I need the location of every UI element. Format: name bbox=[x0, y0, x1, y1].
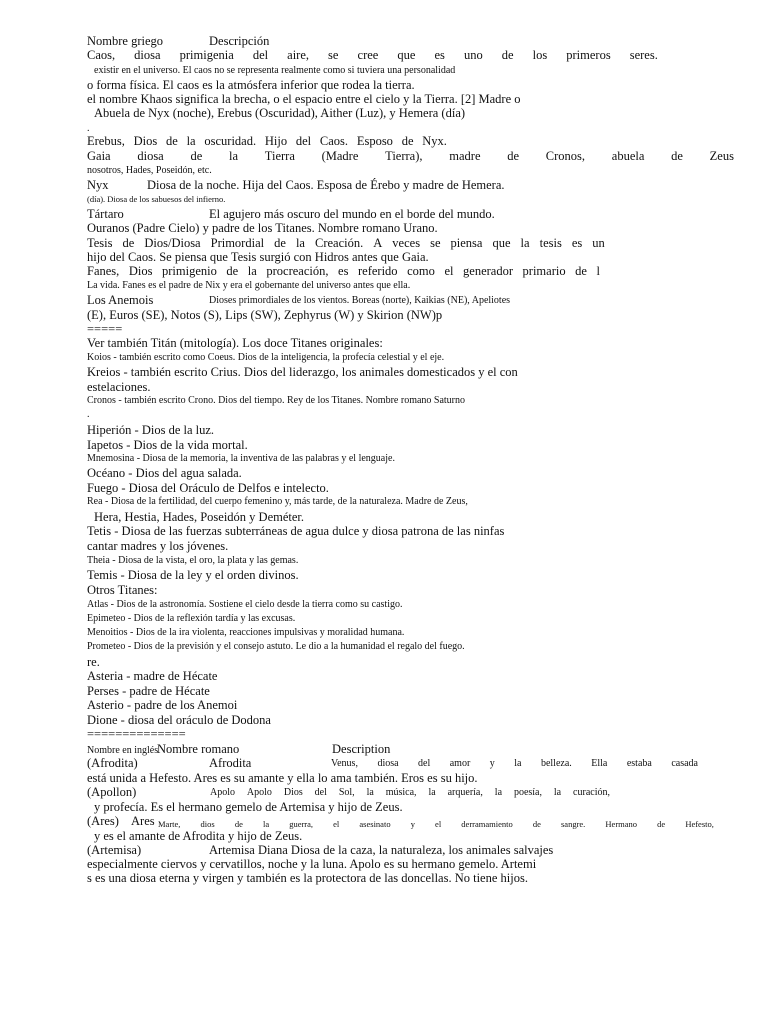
header-description: Description bbox=[332, 742, 391, 756]
header-nombre-griego: Nombre griego bbox=[87, 34, 164, 48]
dione-line: Dione - diosa del oráculo de Dodona bbox=[87, 713, 271, 727]
word: de bbox=[274, 236, 286, 250]
anemois-line-2: (E), Euros (SE), Notos (S), Lips (SW), Zephyrus (W) y Skirion (NW)p bbox=[87, 308, 443, 322]
word: es bbox=[338, 264, 349, 278]
tesis-line-2: hijo del Caos. Se piensa que Tesis surgió con Hidros antes que Gaia. bbox=[87, 250, 429, 264]
ares-roman: Ares bbox=[131, 814, 155, 828]
word: Marte, bbox=[158, 819, 181, 829]
word: la bbox=[514, 758, 522, 769]
word: el bbox=[444, 264, 454, 278]
word: primigenia bbox=[179, 48, 234, 62]
tetis-line-2: cantar madres y los jóvenes. bbox=[87, 539, 229, 553]
word: poesía, bbox=[513, 787, 542, 798]
word: y bbox=[489, 758, 495, 769]
fuego-line: Fuego - Diosa del Oráculo de Delfos e intelecto. bbox=[87, 481, 329, 495]
word: Hijo bbox=[264, 134, 288, 148]
word: primeros bbox=[566, 48, 611, 62]
iapetos-line: Iapetos - Dios de la vida mortal. bbox=[87, 438, 248, 452]
word: arquería, bbox=[447, 787, 483, 798]
word: cree bbox=[357, 48, 379, 62]
word: del bbox=[314, 787, 327, 798]
afrodita-line-2: está unida a Hefesto. Ares es su amante y ella lo ama también. Eros es su hijo. bbox=[87, 771, 478, 785]
fanes-line-2: La vida. Fanes es el padre de Nix y era el gobernante del universo antes que ella. bbox=[87, 280, 411, 291]
word: que bbox=[492, 236, 511, 250]
otros-titanes-heading: Otros Titanes: bbox=[87, 583, 158, 597]
mnemosina-line: Mnemosina - Diosa de la memoria, la inventiva de las palabras y el lenguaje. bbox=[87, 453, 395, 464]
word: estaba bbox=[626, 758, 652, 769]
word: veces bbox=[392, 236, 421, 250]
nyx-desc: Diosa de la noche. Hija del Caos. Esposa de Érebo y madre de Hemera. bbox=[147, 178, 505, 192]
word: amor bbox=[449, 758, 471, 769]
word: los bbox=[532, 48, 548, 62]
word: belleza. bbox=[540, 758, 572, 769]
caos-line-3: o forma física. El caos es la atmósfera inferior que rodea la tierra. bbox=[87, 78, 415, 92]
menoitios-line: Menoitios - Dios de la ira violenta, reacciones impulsivas y moralidad humana. bbox=[87, 627, 405, 638]
header-nombre-romano: Nombre romano bbox=[157, 742, 240, 756]
ouranos-line: Ouranos (Padre Cielo) y padre de los Titanes. Nombre romano Urano. bbox=[87, 221, 438, 235]
word: generador bbox=[463, 264, 513, 278]
word: asesinato bbox=[359, 819, 391, 829]
word: música, bbox=[385, 787, 417, 798]
word: es bbox=[434, 48, 445, 62]
word: el bbox=[333, 819, 340, 829]
word: se bbox=[430, 236, 441, 250]
word: Nyx. bbox=[422, 134, 447, 148]
word: diosa bbox=[134, 48, 161, 62]
artemisa-line-2: especialmente ciervos y cervatillos, noche y la luna. Apolo es su hermano gemelo. Artemi bbox=[87, 857, 537, 871]
rea-line-1: Rea - Diosa de la fertilidad, del cuerpo femenino y, más tarde, de la naturaleza. Madre de Zeus, bbox=[87, 496, 468, 507]
word: de bbox=[507, 149, 520, 163]
anemois-row bbox=[87, 293, 511, 307]
rea-line-2: Hera, Hestia, Hades, Poseidón y Deméter. bbox=[94, 510, 305, 524]
word: Venus, bbox=[331, 758, 358, 769]
anemois-name: Los Anemois bbox=[87, 293, 154, 307]
nyx-row bbox=[87, 178, 505, 192]
word: la bbox=[247, 264, 257, 278]
word: piensa bbox=[450, 236, 483, 250]
artemisa-english: (Artemisa) bbox=[87, 843, 142, 857]
kreios-line-2: estelaciones. bbox=[87, 380, 151, 394]
ares-line-2: y es el amante de Afrodita y hijo de Zeus. bbox=[94, 829, 303, 843]
word: Dios bbox=[128, 264, 153, 278]
apollon-desc bbox=[210, 786, 610, 800]
word: de bbox=[190, 149, 203, 163]
gaia-line-2: nosotros, Hades, Poseidón, etc. bbox=[87, 165, 212, 176]
word: referido bbox=[358, 264, 398, 278]
asterio-line: Asterio - padre de los Anemoi bbox=[87, 698, 238, 712]
word: de bbox=[401, 134, 414, 148]
word: que bbox=[397, 48, 416, 62]
word: Dios bbox=[133, 134, 158, 148]
word: la bbox=[229, 149, 239, 163]
word: seres. bbox=[629, 48, 658, 62]
header-descripcion: Descripción bbox=[209, 34, 270, 48]
word: de bbox=[671, 149, 683, 163]
artemisa-desc: Artemisa Diana Diosa de la caza, la naturaleza, los animales salvajes bbox=[209, 843, 554, 857]
tartaro-desc: El agujero más oscuro del mundo en el borde del mundo. bbox=[209, 207, 495, 221]
artemisa-line-3: s es una diosa eterna y virgen y también es la protectora de las doncellas. No tiene hijos. bbox=[87, 871, 528, 885]
word: y bbox=[410, 819, 415, 829]
dot-1: . bbox=[87, 123, 90, 134]
kreios-line-1: Kreios - también escrito Crius. Dios del liderazgo, los animales domesticados y el con bbox=[87, 365, 518, 379]
titan-intro: Ver también Titán (mitología). Los doce Titanes originales: bbox=[87, 336, 383, 350]
theia-line: Theia - Diosa de la vista, el oro, la plata y las gemas. bbox=[87, 555, 299, 566]
word: Hermano bbox=[605, 819, 638, 829]
tesis-line-1 bbox=[87, 236, 605, 250]
word: del bbox=[295, 134, 312, 148]
word: Apolo bbox=[210, 787, 235, 798]
word: un bbox=[592, 236, 605, 250]
asteria-line: Asteria - madre de Hécate bbox=[87, 669, 218, 683]
perses-line: Perses - padre de Hécate bbox=[87, 684, 210, 698]
anemois-desc: Dioses primordiales de los vientos. Boreas (norte), Kaikias (NE), Apeliotes bbox=[209, 295, 511, 306]
word: la bbox=[262, 819, 270, 829]
word: uno bbox=[463, 48, 483, 62]
word: de bbox=[234, 819, 243, 829]
artemisa-row bbox=[87, 843, 554, 857]
nyx-line-2: (día). Diosa de los sabuesos del infierno. bbox=[87, 194, 226, 204]
word: Dios bbox=[283, 787, 303, 798]
word: de bbox=[226, 264, 239, 278]
separator-2: ============== bbox=[87, 727, 186, 741]
word: oscuridad. bbox=[204, 134, 257, 148]
word: de bbox=[657, 819, 666, 829]
word: de bbox=[122, 236, 135, 250]
word: la bbox=[553, 787, 562, 798]
word: la bbox=[295, 236, 305, 250]
word: Ella bbox=[591, 758, 608, 769]
fanes-line-1 bbox=[87, 264, 600, 278]
word: abuela bbox=[611, 149, 645, 163]
word: Creación. bbox=[314, 236, 364, 250]
word: la bbox=[428, 787, 436, 798]
word: procreación, bbox=[266, 264, 329, 278]
word: diosa bbox=[377, 758, 399, 769]
word: l bbox=[596, 264, 600, 278]
afrodita-english: (Afrodita) bbox=[87, 756, 138, 770]
word: de bbox=[575, 264, 587, 278]
word: Zeus bbox=[709, 149, 734, 163]
caos-line-4: el nombre Khaos significa la brecha, o el espacio entre el cielo y la Tierra. [2] Madre o bbox=[87, 92, 521, 106]
word: el bbox=[435, 819, 442, 829]
word: derramamiento bbox=[461, 819, 513, 829]
word: Cronos, bbox=[545, 149, 586, 163]
header-row-1 bbox=[87, 34, 270, 48]
atlas-line: Atlas - Dios de la astronomía. Sostiene el cielo desde la tierra como su castigo. bbox=[87, 599, 403, 610]
header-nombre-ingles: Nombre en inglés bbox=[87, 745, 159, 756]
apollon-english: (Apollon) bbox=[87, 785, 137, 799]
afrodita-desc bbox=[331, 757, 698, 771]
koios-line: Koios - también escrito como Coeus. Dios de la inteligencia, la profecía celestial y el eje. bbox=[87, 352, 445, 363]
word: primigenio bbox=[162, 264, 217, 278]
word: madre bbox=[449, 149, 481, 163]
afrodita-roman: Afrodita bbox=[209, 756, 252, 770]
word: Sol, bbox=[338, 787, 355, 798]
word: dios bbox=[200, 819, 215, 829]
word: la bbox=[520, 236, 530, 250]
word: Caos. bbox=[319, 134, 349, 148]
apollon-line-2: y profecía. Es el hermano gemelo de Artemisa y hijo de Zeus. bbox=[94, 800, 403, 814]
word: de bbox=[532, 819, 541, 829]
word: Erebus, bbox=[87, 134, 125, 148]
word: Esposo bbox=[356, 134, 393, 148]
word: Tesis bbox=[87, 236, 113, 250]
word: es bbox=[571, 236, 583, 250]
separator-1: ===== bbox=[87, 322, 123, 336]
word: Hefesto, bbox=[685, 819, 714, 829]
word: la bbox=[366, 787, 374, 798]
tartaro-row bbox=[87, 207, 495, 221]
word: del bbox=[418, 758, 431, 769]
word: guerra, bbox=[289, 819, 314, 829]
caos-line-5: Abuela de Nyx (noche), Erebus (Oscuridad), Aither (Luz), y Hemera (día) bbox=[94, 106, 466, 120]
hiperion-line: Hiperión - Dios de la luz. bbox=[87, 423, 215, 437]
tartaro-name: Tártaro bbox=[87, 207, 124, 221]
word: Gaia bbox=[87, 149, 111, 163]
caos-line-2: existir en el universo. El caos no se representa realmente como si tuviera una personalidad bbox=[94, 65, 456, 76]
oceano-line: Océano - Dios del agua salada. bbox=[87, 466, 242, 480]
word: primario bbox=[522, 264, 566, 278]
word: de bbox=[166, 134, 178, 148]
word: diosa bbox=[137, 149, 164, 163]
word: la bbox=[186, 134, 196, 148]
word: Primordial bbox=[210, 236, 265, 250]
word: como bbox=[407, 264, 435, 278]
word: A bbox=[373, 236, 383, 250]
word: sangre. bbox=[561, 819, 586, 829]
ares-english: (Ares) bbox=[87, 814, 119, 828]
word: la bbox=[494, 787, 503, 798]
afrodita-row bbox=[87, 756, 252, 770]
word: casada bbox=[671, 758, 698, 769]
gaia-line-1 bbox=[87, 149, 734, 163]
word: Tierra bbox=[264, 149, 295, 163]
dot-2: . bbox=[87, 409, 90, 420]
prometeo-line: Prometeo - Dios de la previsión y el consejo astuto. Le dio a la humanidad el regalo del fuego. bbox=[87, 641, 465, 652]
ares-row bbox=[87, 814, 155, 828]
word: de bbox=[501, 48, 514, 62]
word: (Madre bbox=[321, 149, 359, 163]
nyx-name: Nyx bbox=[87, 178, 109, 192]
word: Fanes, bbox=[87, 264, 120, 278]
word: del bbox=[252, 48, 269, 62]
word: se bbox=[328, 48, 339, 62]
word: tesis bbox=[539, 236, 562, 250]
word: Caos, bbox=[87, 48, 116, 62]
epimeteo-line: Epimeteo - Dios de la reflexión tardía y las excusas. bbox=[87, 613, 296, 624]
temis-line: Temis - Diosa de la ley y el orden divinos. bbox=[87, 568, 299, 582]
re-line: re. bbox=[87, 655, 100, 669]
cronos-line: Cronos - también escrito Crono. Dios del tiempo. Rey de los Titanes. Nombre romano Saturno bbox=[87, 395, 466, 406]
word: Tierra), bbox=[385, 149, 423, 163]
erebus-line bbox=[87, 134, 447, 148]
word: aire, bbox=[287, 48, 309, 62]
word: Apolo bbox=[246, 787, 272, 798]
word: Dios/Diosa bbox=[144, 236, 201, 250]
caos-line-1 bbox=[87, 48, 658, 62]
word: curación, bbox=[573, 787, 610, 798]
tetis-line-1: Tetis - Diosa de las fuerzas subterráneas de agua dulce y diosa patrona de las ninfas bbox=[87, 524, 505, 538]
